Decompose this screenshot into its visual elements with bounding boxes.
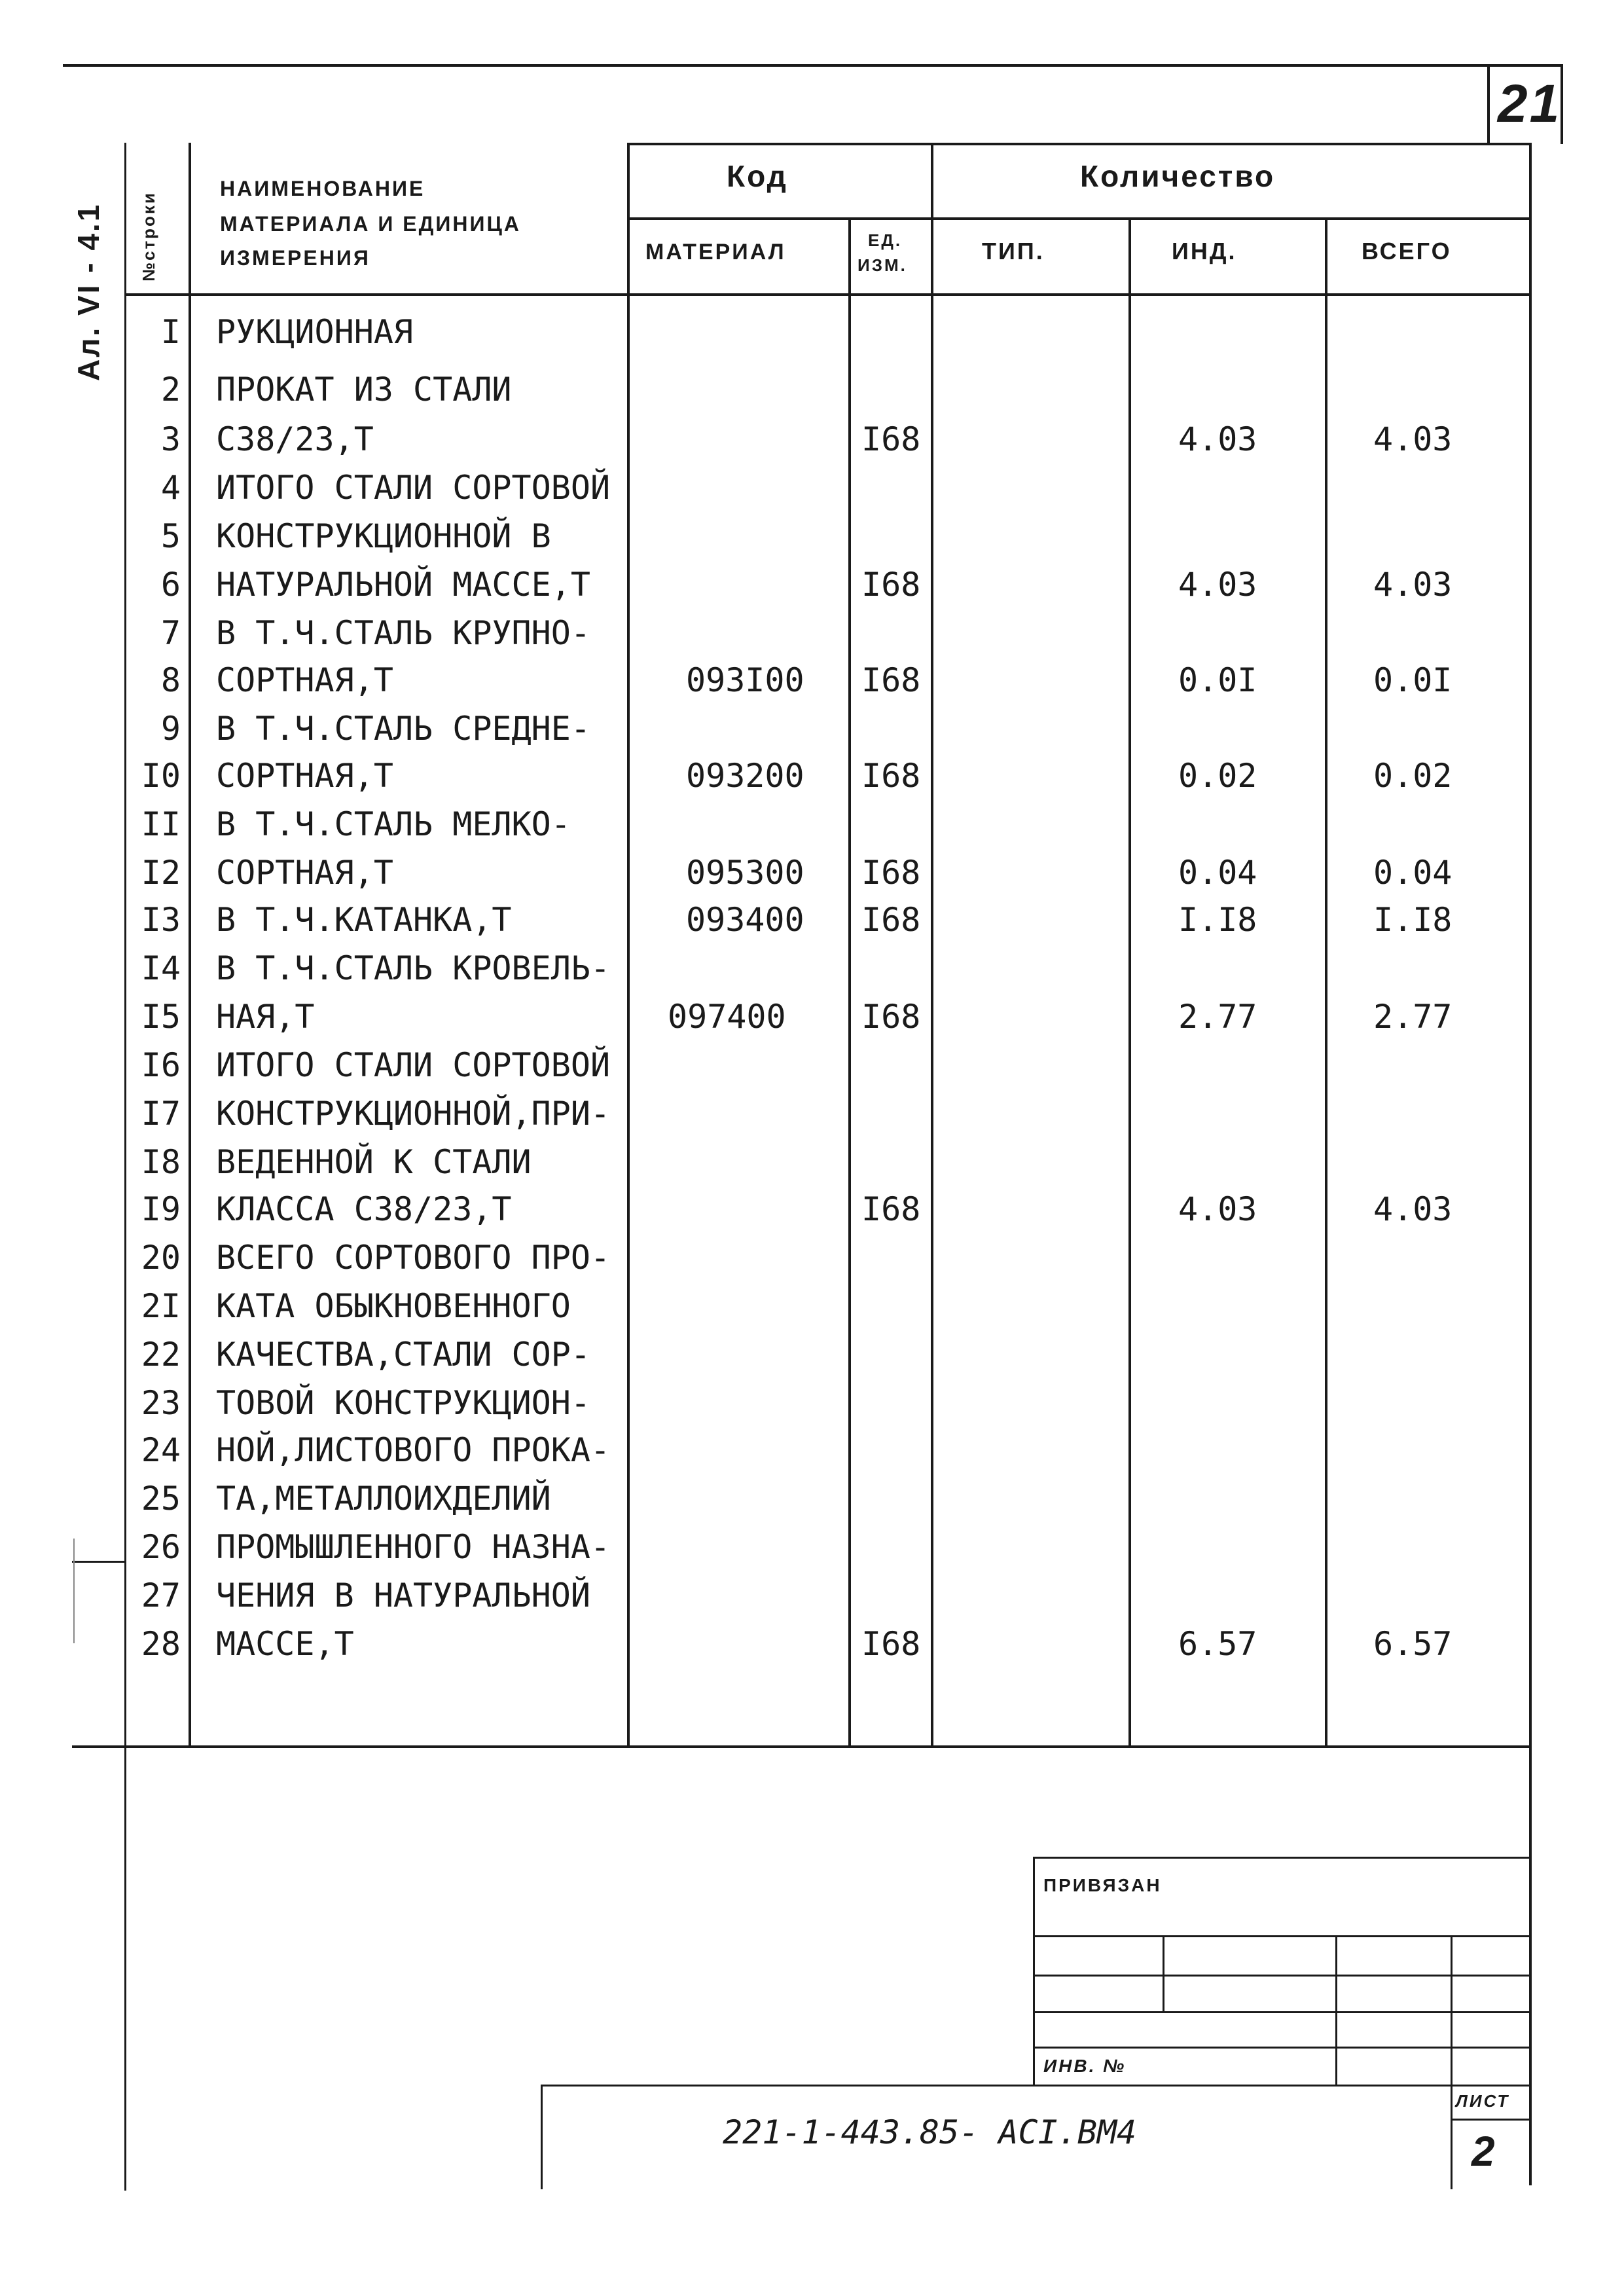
row-number: I6 [141,1046,181,1084]
header-row-no: №строки [139,191,158,282]
row-number: II [141,805,181,843]
right-border-main [1529,143,1532,2185]
left-stub-line [72,1561,126,1563]
row-name: КОНСТРУКЦИОННОЙ В [216,517,551,555]
row-qty-ind: 0.02 [1178,757,1257,795]
top-border [63,64,1562,67]
row-qty-total: 2.77 [1373,998,1453,1036]
title-block-top [541,2085,1530,2086]
stamp-sheet-label: ЛИСТ [1456,2091,1510,2111]
row-name: В Т.Ч.КАТАНКА,Т [216,901,512,939]
row-unit-code: I68 [861,757,921,795]
row-unit-code: I68 [861,901,921,939]
row-unit-code: I68 [861,854,921,892]
row-unit-code: I68 [861,420,921,458]
row-number: I0 [141,757,181,795]
row-number: 7 [160,614,181,652]
row-number: 26 [141,1528,181,1566]
header-code: Код [727,159,788,193]
row-qty-total: 0.0I [1373,661,1453,699]
stamp-sheet-no: 2 [1471,2128,1497,2175]
row-name: ПРОКАТ ИЗ СТАЛИ [216,371,512,409]
row-qty-total: 0.02 [1373,757,1453,795]
row-name: В Т.Ч.СТАЛЬ КРУПНО- [216,614,590,652]
row-unit-code: I68 [861,566,921,604]
row-material-code: 093I00 [686,661,804,699]
row-name: ИТОГО СТАЛИ СОРТОВОЙ [216,469,611,507]
header-name-3: ИЗМЕРЕНИЯ [220,246,370,270]
header-name-1: НАИМЕНОВАНИЕ [220,177,425,200]
row-number: I2 [141,854,181,892]
left-margin-line [124,1745,126,2191]
row-qty-total: 6.57 [1373,1625,1453,1663]
header-qty-type: ТИП. [982,238,1045,264]
header-quantity: Количество [1080,159,1276,193]
stamp-top [1033,1857,1530,1859]
stamp-inv-no: ИНВ. № [1043,2056,1127,2076]
row-qty-ind: I.I8 [1178,901,1257,939]
stamp-col-1 [1163,1935,1164,2013]
row-name: В Т.Ч.СТАЛЬ КРОВЕЛЬ- [216,949,611,987]
col-line-name [189,143,191,1747]
row-qty-ind: 4.03 [1178,420,1257,458]
row-unit-code: I68 [861,1190,921,1228]
header-code-unit-2: ИЗМ. [857,255,907,275]
col-line-rowno-left [124,143,126,1747]
row-qty-total: 4.03 [1373,420,1453,458]
stamp-col-3 [1451,1935,1453,2086]
row-qty-ind: 0.04 [1178,854,1257,892]
row-material-code: 095300 [686,854,804,892]
row-number: 2 [160,371,181,409]
row-name: МАССЕ,Т [216,1625,354,1663]
row-name: НОЙ,ЛИСТОВОГО ПРОКА- [216,1431,611,1469]
row-name: ТОВОЙ КОНСТРУКЦИОН- [216,1384,590,1422]
row-number: 24 [141,1431,181,1469]
stamp-row-4 [1033,2047,1530,2049]
row-number: I5 [141,998,181,1036]
row-material-code: 093200 [686,757,804,795]
stamp-col-2 [1335,1935,1337,2086]
sheet-box-divider [1451,2119,1530,2121]
row-name: КАТА ОБЫКНОВЕННОГО [216,1287,571,1325]
row-qty-total: I.I8 [1373,901,1453,939]
header-sub-line [628,217,1530,220]
stamp-row-1 [1033,1935,1530,1937]
row-number: I8 [141,1143,181,1181]
row-number: 25 [141,1480,181,1518]
row-number: 8 [160,661,181,699]
row-name: ВЕДЕННОЙ К СТАЛИ [216,1143,532,1181]
row-name: СОРТНАЯ,Т [216,661,393,699]
row-name: ТА,МЕТАЛЛОИХДЕЛИЙ [216,1480,551,1518]
left-faint-line [73,1539,75,1643]
side-label: Ал. VI - 4.1 [71,202,105,381]
row-number: 9 [160,710,181,748]
row-number: 3 [160,420,181,458]
col-line-material [627,143,630,1747]
row-qty-ind: 4.03 [1178,566,1257,604]
row-number: I [160,313,181,351]
row-number: I9 [141,1190,181,1228]
row-unit-code: I68 [861,998,921,1036]
row-name: В Т.Ч.СТАЛЬ СРЕДНЕ- [216,710,590,748]
row-qty-total: 0.04 [1373,854,1453,892]
header-top-line [628,143,1530,145]
title-block-left [541,2085,543,2189]
row-name: С38/23,Т [216,420,374,458]
row-qty-total: 4.03 [1373,566,1453,604]
stamp-doc-code: 221-1-443.85- АСI.ВМ4 [723,2113,1137,2151]
row-name: ПРОМЫШЛЕННОГО НАЗНА- [216,1528,611,1566]
row-name: КЛАССА С38/23,Т [216,1190,512,1228]
header-qty-total: ВСЕГО [1362,238,1452,264]
row-name: КАЧЕСТВА,СТАЛИ СОР- [216,1336,590,1374]
row-name: СОРТНАЯ,Т [216,757,393,795]
row-qty-ind: 4.03 [1178,1190,1257,1228]
row-name: НАЯ,Т [216,998,315,1036]
row-qty-total: 4.03 [1373,1190,1453,1228]
row-name: КОНСТРУКЦИОННОЙ,ПРИ- [216,1095,611,1133]
row-name: НАТУРАЛЬНОЙ МАССЕ,Т [216,566,590,604]
stamp-row-3 [1033,2011,1530,2013]
row-number: 28 [141,1625,181,1663]
col-line-ind [1128,219,1131,1747]
col-line-total [1325,219,1327,1747]
row-number: 2I [141,1287,181,1325]
row-number: 4 [160,469,181,507]
row-qty-ind: 6.57 [1178,1625,1257,1663]
row-unit-code: I68 [861,661,921,699]
header-qty-ind: ИНД. [1172,238,1237,264]
row-material-code: 097400 [668,998,786,1036]
row-number: 23 [141,1384,181,1422]
col-line-quantity [931,143,933,1747]
row-name: ЧЕНИЯ В НАТУРАЛЬНОЙ [216,1576,590,1614]
row-number: I7 [141,1095,181,1133]
page-number: 21 [1498,74,1562,134]
row-number: 27 [141,1576,181,1614]
row-number: I3 [141,901,181,939]
row-name: СОРТНАЯ,Т [216,854,393,892]
row-number: 5 [160,517,181,555]
header-name-2: МАТЕРИАЛА И ЕДИНИЦА [220,212,521,236]
row-material-code: 093400 [686,901,804,939]
col-line-unit [848,219,851,1747]
row-number: I4 [141,949,181,987]
page-number-box-left [1487,64,1490,144]
row-name: В Т.Ч.СТАЛЬ МЕЛКО- [216,805,571,843]
row-number: 22 [141,1336,181,1374]
stamp-row-2 [1033,1975,1530,1977]
row-name: ИТОГО СТАЛИ СОРТОВОЙ [216,1046,611,1084]
row-name: РУКЦИОННАЯ [216,313,414,351]
stamp-privyazan: ПРИВЯЗАН [1043,1875,1162,1895]
row-qty-ind: 2.77 [1178,998,1257,1036]
header-code-unit-1: ЕД. [868,230,903,250]
header-code-material: МАТЕРИАЛ [645,240,786,264]
row-number: 20 [141,1239,181,1277]
stamp-left [1033,1857,1035,2086]
row-unit-code: I68 [861,1625,921,1663]
header-bottom-line [124,293,1530,296]
row-qty-ind: 0.0I [1178,661,1257,699]
row-number: 6 [160,566,181,604]
row-name: ВСЕГО СОРТОВОГО ПРО- [216,1239,611,1277]
sheet-box-left [1451,2085,1453,2189]
table-bottom-line [72,1745,1530,1748]
